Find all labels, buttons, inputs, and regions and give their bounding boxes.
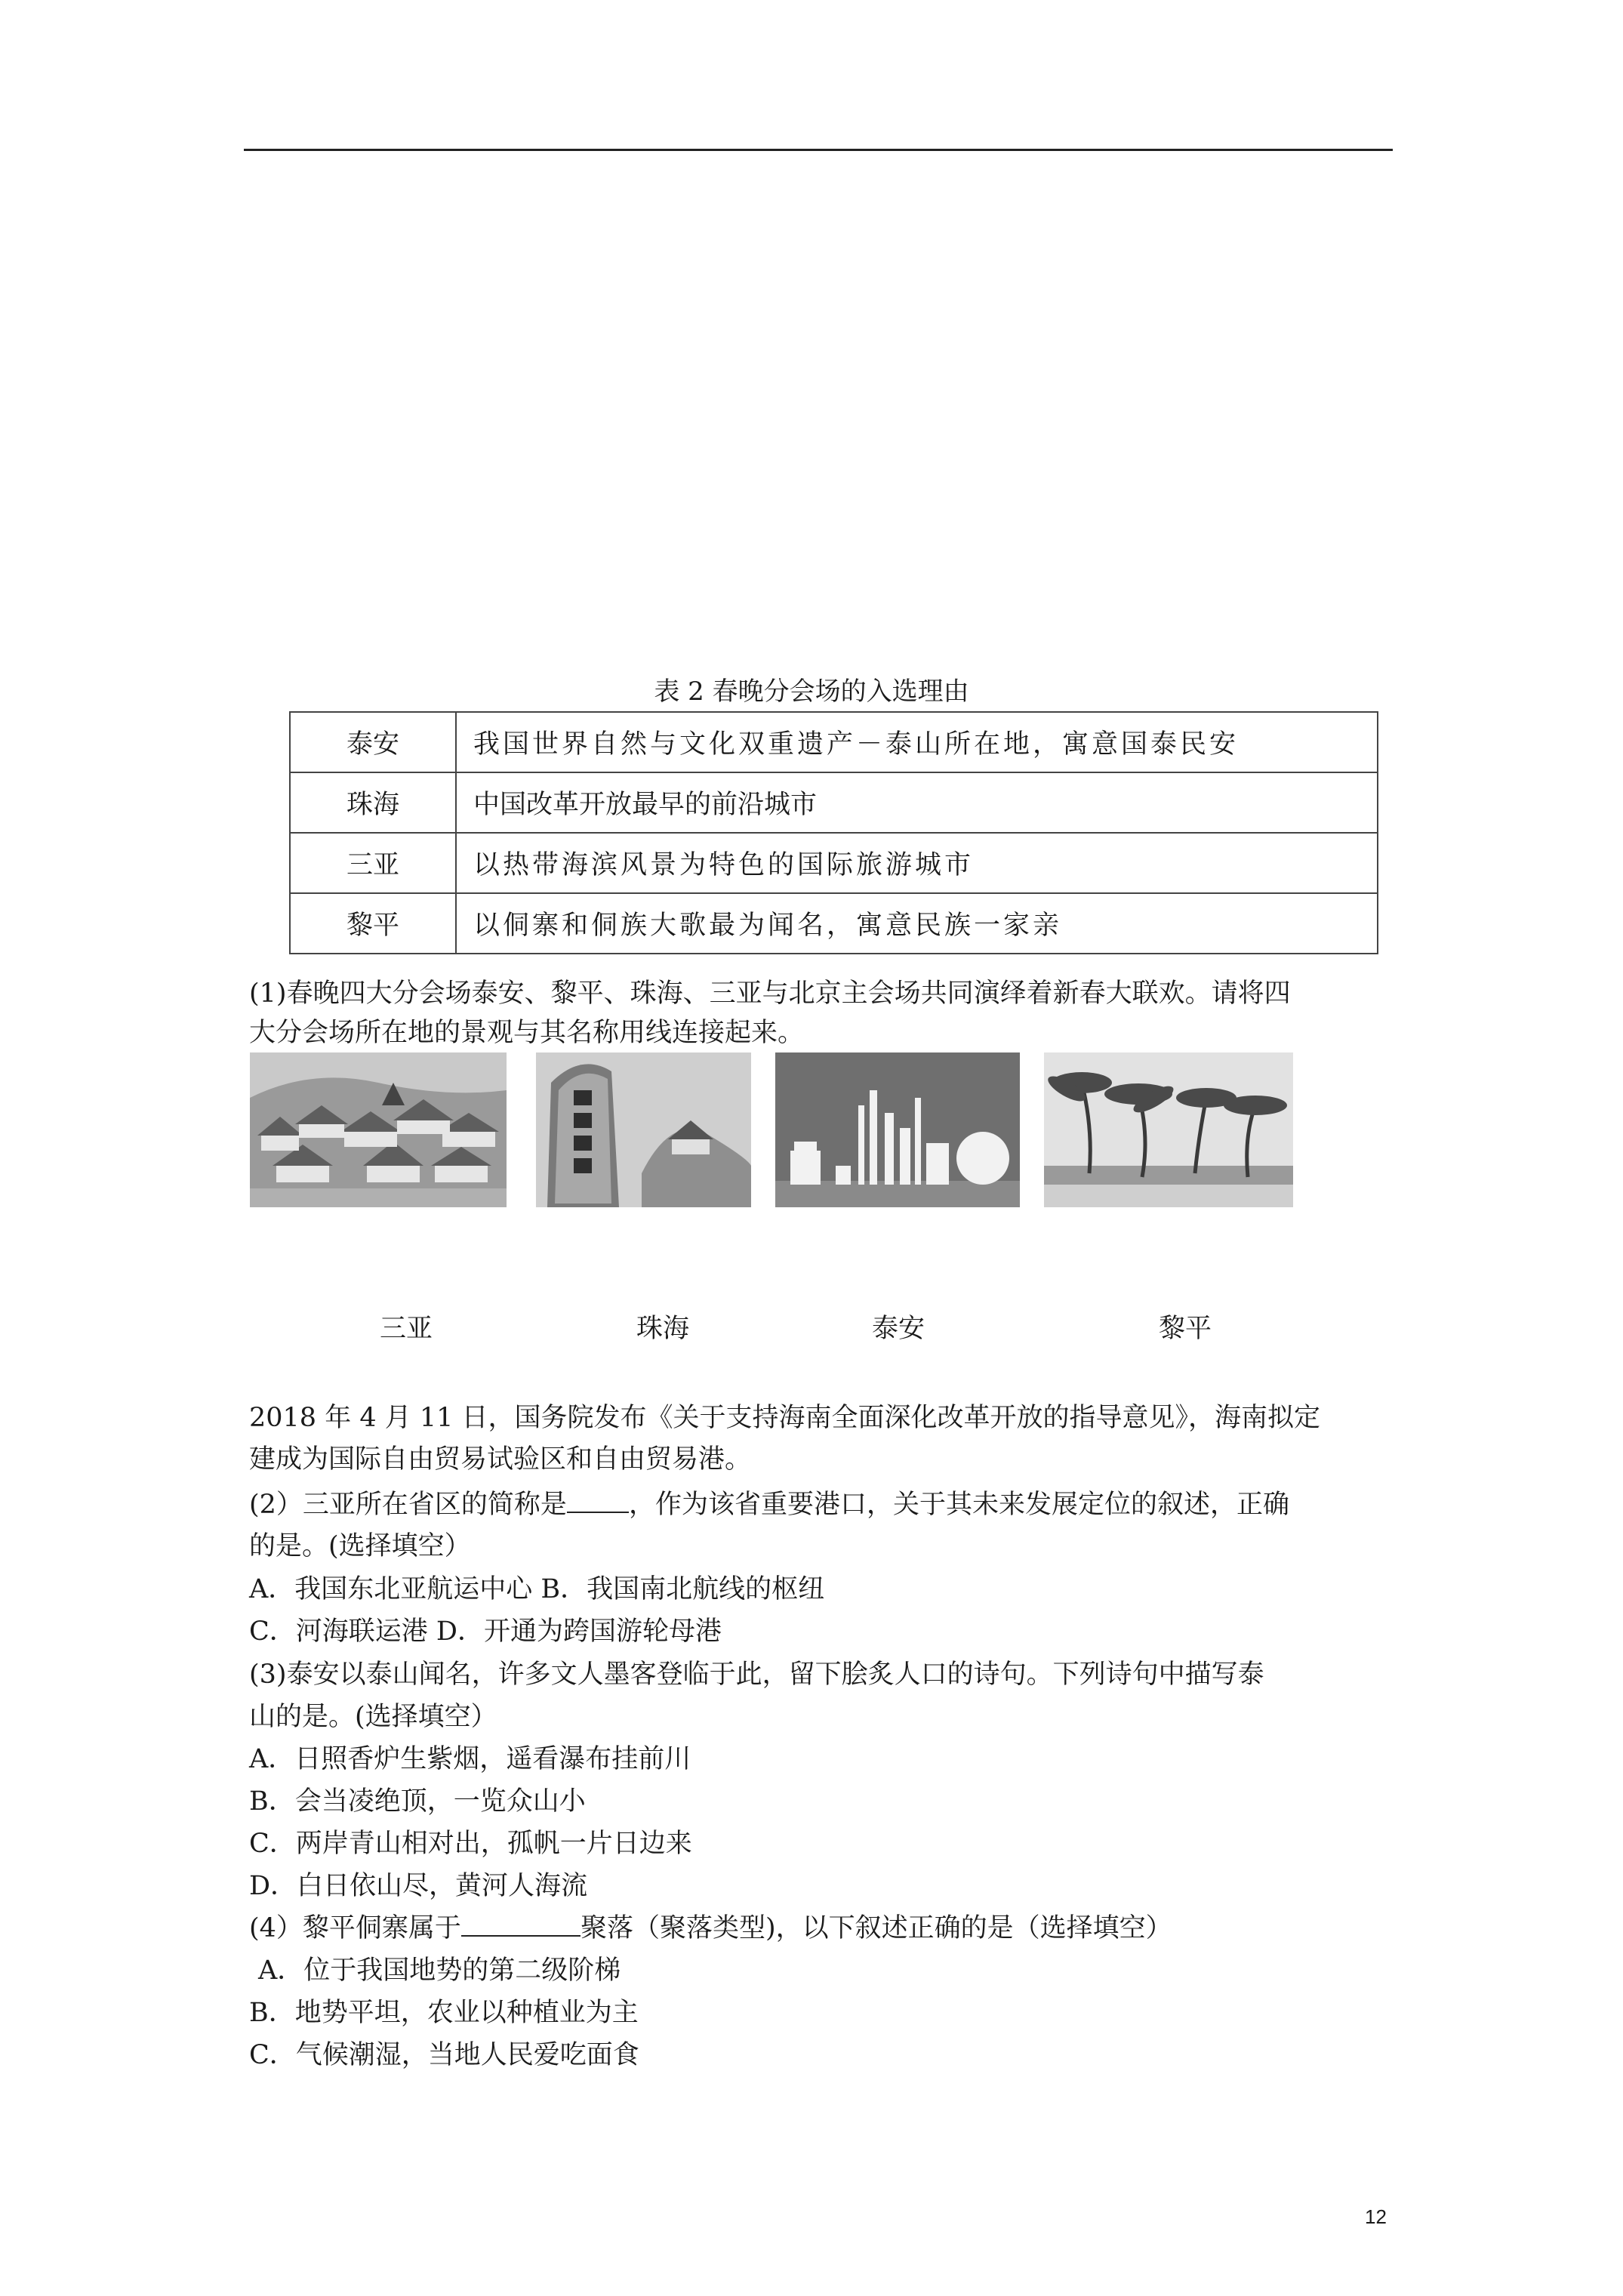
table-row: [290, 833, 1378, 893]
intro-line-2: 建成为国际自由贸易试验区和自由贸易港。: [249, 1444, 752, 1475]
question-3-option-a: A．日照香炉生紫烟，遥看瀑布挂前川: [249, 1744, 691, 1774]
city-skyline-photo-icon: [775, 1052, 1020, 1207]
city-cell: 三亚: [290, 833, 456, 893]
question-3-line-2: 山的是。(选择填空）: [249, 1702, 497, 1732]
reason-cell: 以热带海滨风景为特色的国际旅游城市: [456, 833, 1378, 893]
place-label: 黎平: [1159, 1314, 1212, 1344]
question-3-line-1: (3)泰安以泰山闻名，许多文人墨客登临于此，留下脍炙人口的诗句。下列诗句中描写泰: [249, 1660, 1264, 1690]
answer-blank[interactable]: [461, 1912, 581, 1937]
question-4-text-b: 聚落（聚落类型)，以下叙述正确的是（选择填空）: [580, 1913, 1172, 1943]
question-4-text-a: (4）黎平侗寨属于: [249, 1913, 461, 1943]
table-row: [290, 893, 1378, 954]
question-3-option-b: B．会当凌绝顶，一览众山小: [249, 1786, 586, 1817]
question-4-option-c: C．气候潮湿，当地人民爱吃面食: [249, 2040, 639, 2070]
beach-palm-photo-icon: [1044, 1052, 1293, 1207]
reason-cell: 我国世界自然与文化双重遗产－泰山所在地，寓意国泰民安: [456, 712, 1378, 772]
intro-line-1: 2018 年 4 月 11 日，国务院发布《关于支持海南全面深化改革开放的指导意见》，海南拟定: [249, 1403, 1321, 1433]
answer-blank[interactable]: [567, 1489, 629, 1513]
city-cell: 泰安: [290, 712, 456, 772]
mountain-stone-photo-icon: [536, 1052, 751, 1207]
page-number: 12: [1365, 2205, 1387, 2228]
header-rule: [244, 149, 1393, 151]
reason-cell: 中国改革开放最早的前沿城市: [456, 772, 1378, 833]
table-caption: 表 2 春晚分会场的入选理由: [654, 676, 969, 707]
question-4-option-a: A．位于我国地势的第二级阶梯: [258, 1955, 621, 1986]
table-row: [290, 772, 1378, 833]
question-2-options-ab: A．我国东北亚航运中心 B．我国南北航线的枢纽: [249, 1574, 825, 1604]
reasons-table: [289, 711, 1378, 954]
question-4-line-1: [249, 1907, 1172, 1945]
reason-cell: 以侗寨和侗族大歌最为闻名，寓意民族一家亲: [456, 893, 1378, 954]
question-1-line-1: (1)春晚四大分会场泰安、黎平、珠海、三亚与北京主会场共同演绎着新春大联欢。请将四: [249, 978, 1291, 1009]
city-cell: 黎平: [290, 893, 456, 954]
place-label: 泰安: [872, 1314, 925, 1344]
city-cell: 珠海: [290, 772, 456, 833]
question-3-option-d: D．白日依山尽，黄河人海流: [249, 1871, 588, 1901]
question-2-text-b: ，作为该省重要港口，关于其未来发展定位的叙述，正确: [628, 1490, 1289, 1520]
place-label: 三亚: [380, 1314, 433, 1344]
question-2-line-2: 的是。(选择填空）: [249, 1531, 471, 1561]
question-3-option-c: C．两岸青山相对出，孤帆一片日边来: [249, 1829, 692, 1859]
question-4-option-b: B．地势平坦，农业以种植业为主: [249, 1998, 639, 2028]
table-row: [290, 712, 1378, 772]
question-2-line-1: [249, 1484, 1289, 1521]
question-1-line-2: 大分会场所在地的景观与其名称用线连接起来。: [249, 1018, 805, 1048]
question-2-options-cd: C．河海联运港 D．开通为跨国游轮母港: [249, 1616, 722, 1647]
place-label: 珠海: [636, 1314, 690, 1344]
village-photo-icon: [250, 1052, 507, 1207]
question-2-text-a: (2）三亚所在省区的简称是: [249, 1490, 567, 1520]
